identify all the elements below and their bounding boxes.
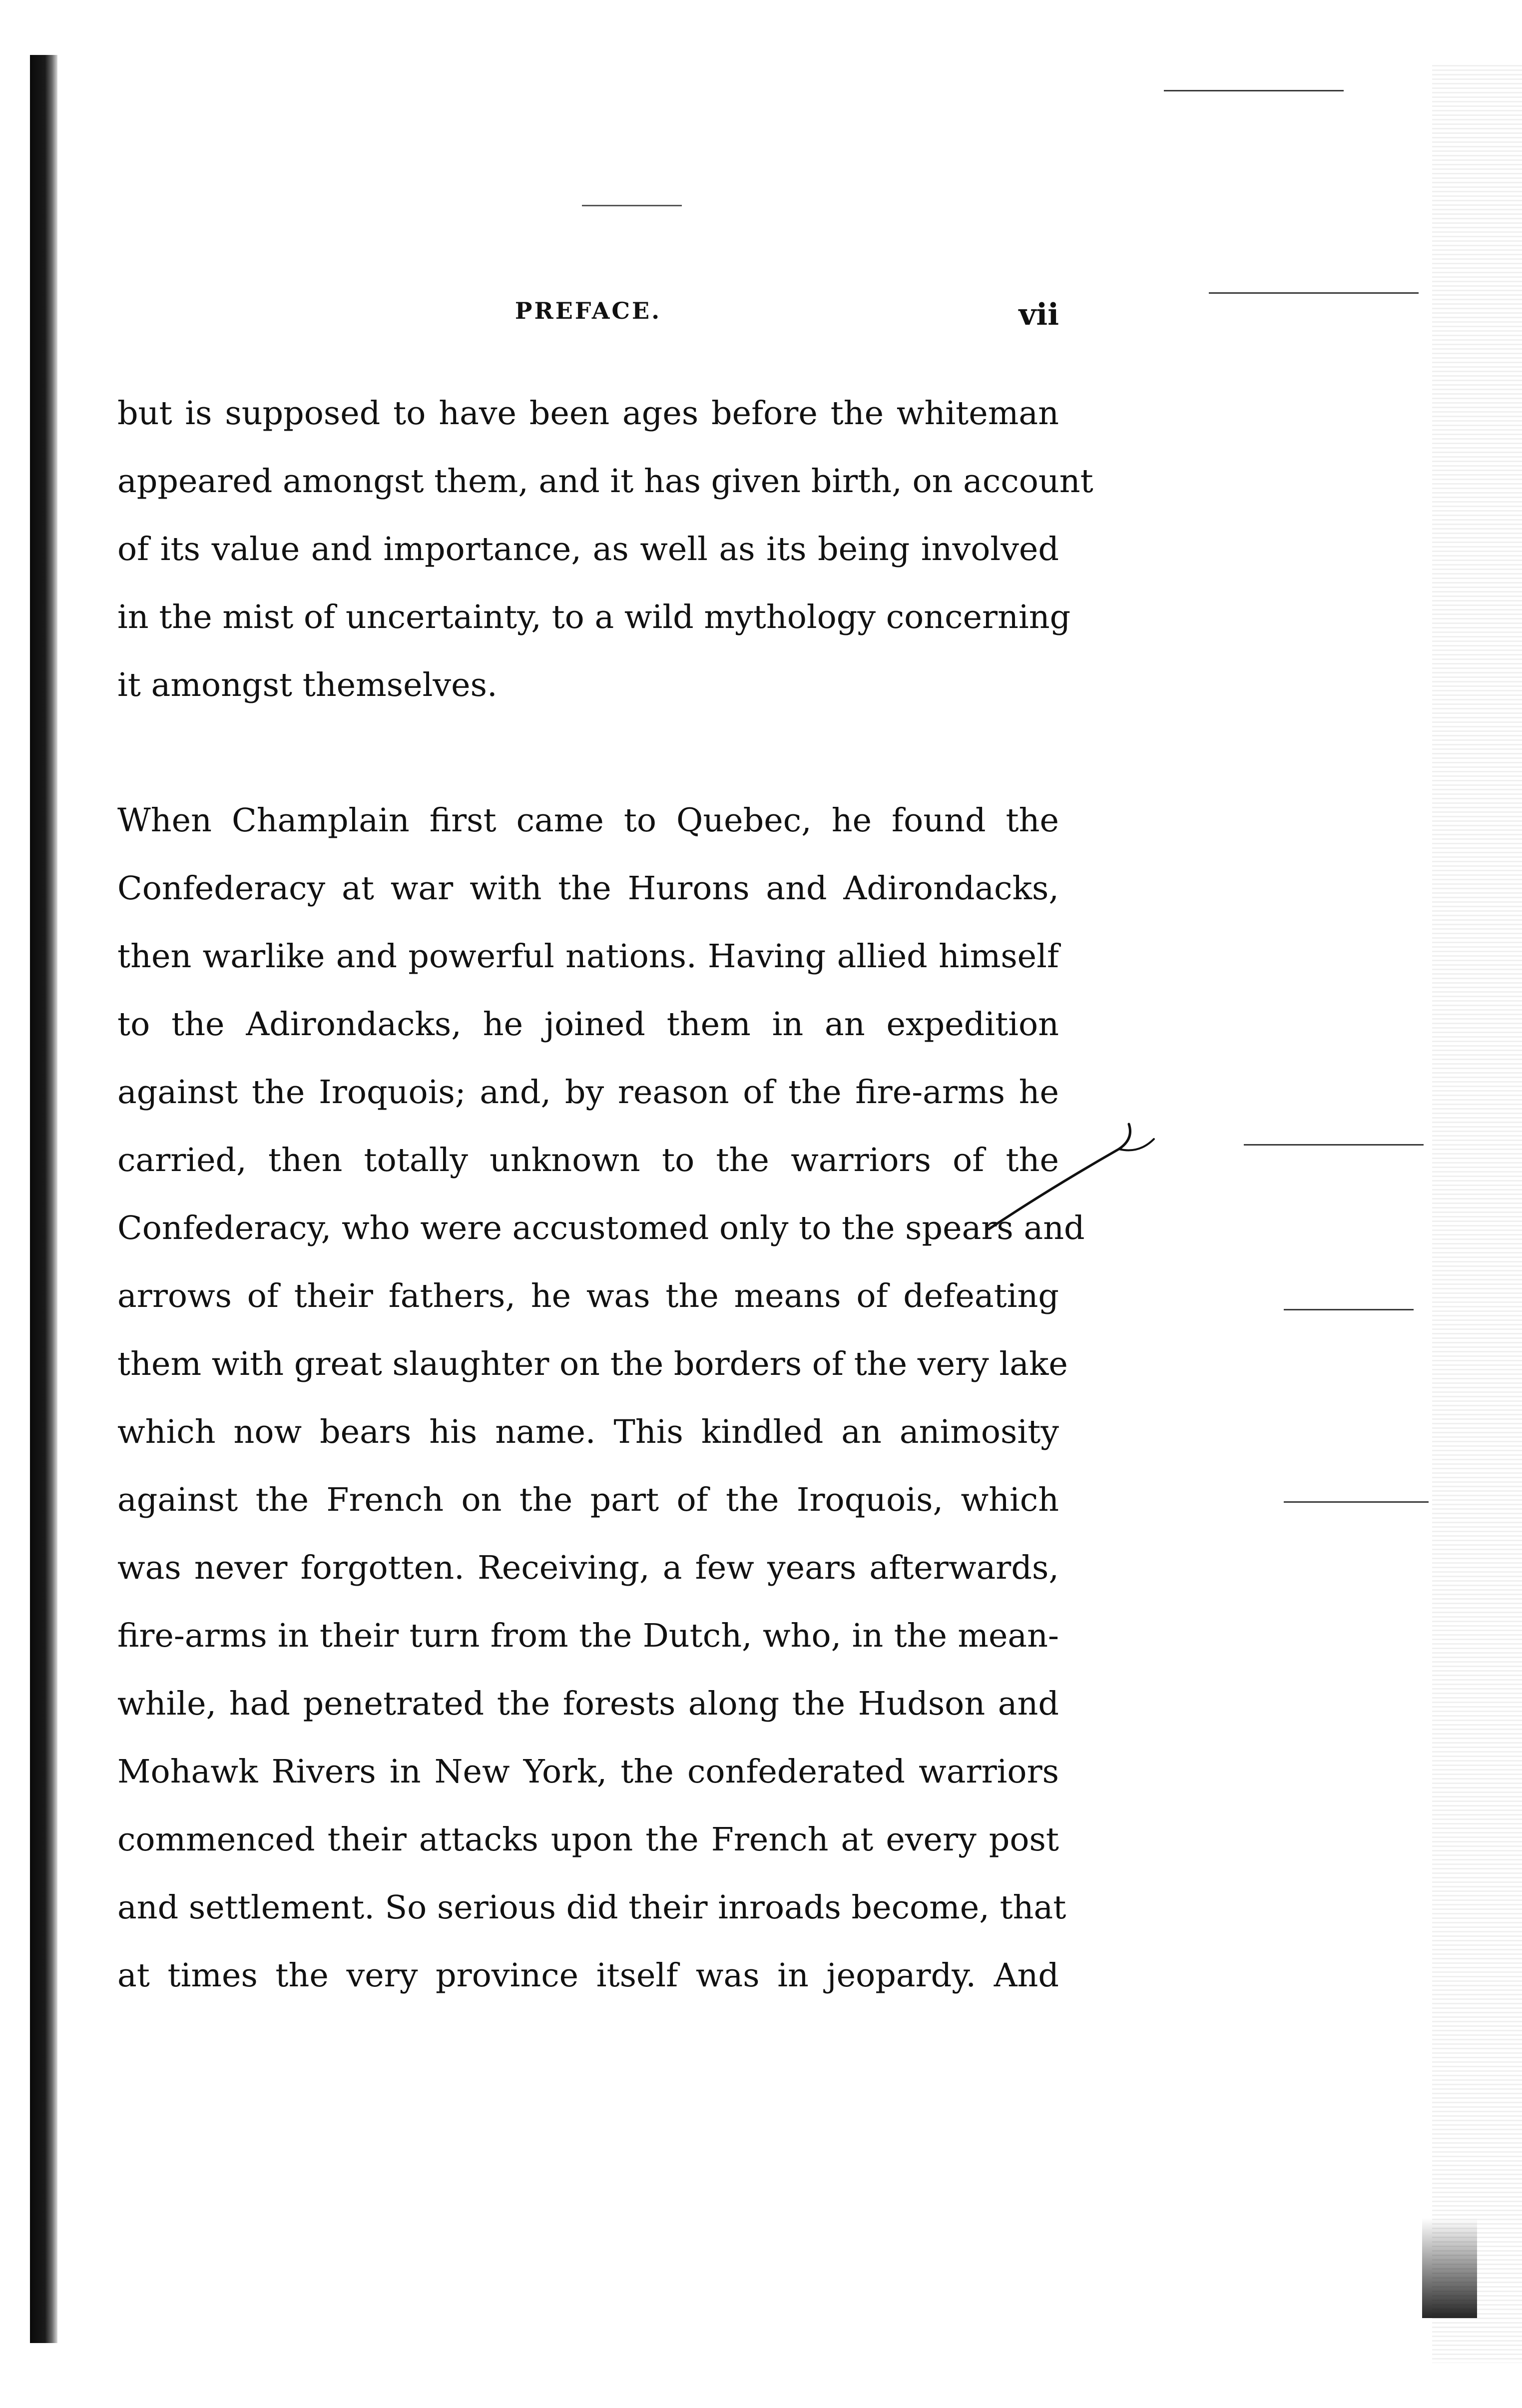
text-line: of its value and importance, as well as its being involved: [117, 531, 1059, 568]
text-line: fire-arms in their turn from the Dutch, who, in the mean-: [117, 1617, 1059, 1655]
running-head: [117, 297, 1059, 337]
text-line: while, had penetrated the forests along the Hudson and: [117, 1685, 1059, 1723]
running-title: PREFACE.: [514, 297, 662, 324]
book-binding-edge: [30, 55, 57, 2343]
text-line: in the mist of uncertainty, to a wild mythology concerning: [117, 599, 1071, 636]
text-line: Confederacy at war with the Hurons and Adirondacks,: [117, 870, 1059, 907]
text-line: carried, then totally unknown to the warriors of the: [117, 1142, 1059, 1179]
pen-mark-icon: [969, 1119, 1159, 1234]
margin-rule-2: [1209, 292, 1419, 294]
text-line: it amongst themselves.: [117, 666, 498, 704]
paragraph-1: [117, 380, 1093, 719]
page-corner-shadow: [1422, 2218, 1477, 2318]
text-line: When Champlain first came to Quebec, he found the: [117, 802, 1059, 839]
margin-rule-3: [1244, 1144, 1424, 1146]
text-line: Confederacy, who were accustomed only to the spears and: [117, 1209, 1085, 1247]
text-line: appeared amongst them, and it has given birth, on account: [117, 463, 1093, 500]
text-line: at times the very province itself was in jeopardy. And: [117, 1957, 1059, 1994]
page-number: vii: [1018, 297, 1059, 332]
text-line: commenced their attacks upon the French at every post: [117, 1821, 1059, 1858]
text-line: against the French on the part of the Iroquois, which: [117, 1481, 1059, 1519]
top-ornament-rule: [582, 205, 682, 206]
text-line: which now bears his name. This kindled an animosity: [117, 1413, 1059, 1451]
margin-rule-5: [1284, 1501, 1429, 1503]
text-line: against the Iroquois; and, by reason of the fire-arms he: [117, 1074, 1059, 1111]
page-right-edge-texture: [1432, 65, 1522, 2363]
text-line: Mohawk Rivers in New York, the confederated warriors: [117, 1753, 1059, 1791]
body-text: [117, 380, 1093, 2010]
text-line: then warlike and powerful nations. Having allied himself: [117, 938, 1059, 975]
text-line: them with great slaughter on the borders of the very lake: [117, 1345, 1068, 1383]
paragraph-spacer: [117, 719, 1059, 787]
text-line: arrows of their fathers, he was the means of defeating: [117, 1277, 1059, 1315]
margin-rule-1: [1164, 90, 1344, 91]
text-line: was never forgotten. Receiving, a few years afterwards,: [117, 1549, 1059, 1587]
paragraph-2: [117, 787, 1085, 2010]
text-line: but is supposed to have been ages before the whiteman: [117, 395, 1059, 432]
text-line: to the Adirondacks, he joined them in an expedition: [117, 1006, 1059, 1043]
text-line: and settlement. So serious did their inroads become, that: [117, 1889, 1066, 1926]
margin-rule-4: [1284, 1309, 1414, 1310]
